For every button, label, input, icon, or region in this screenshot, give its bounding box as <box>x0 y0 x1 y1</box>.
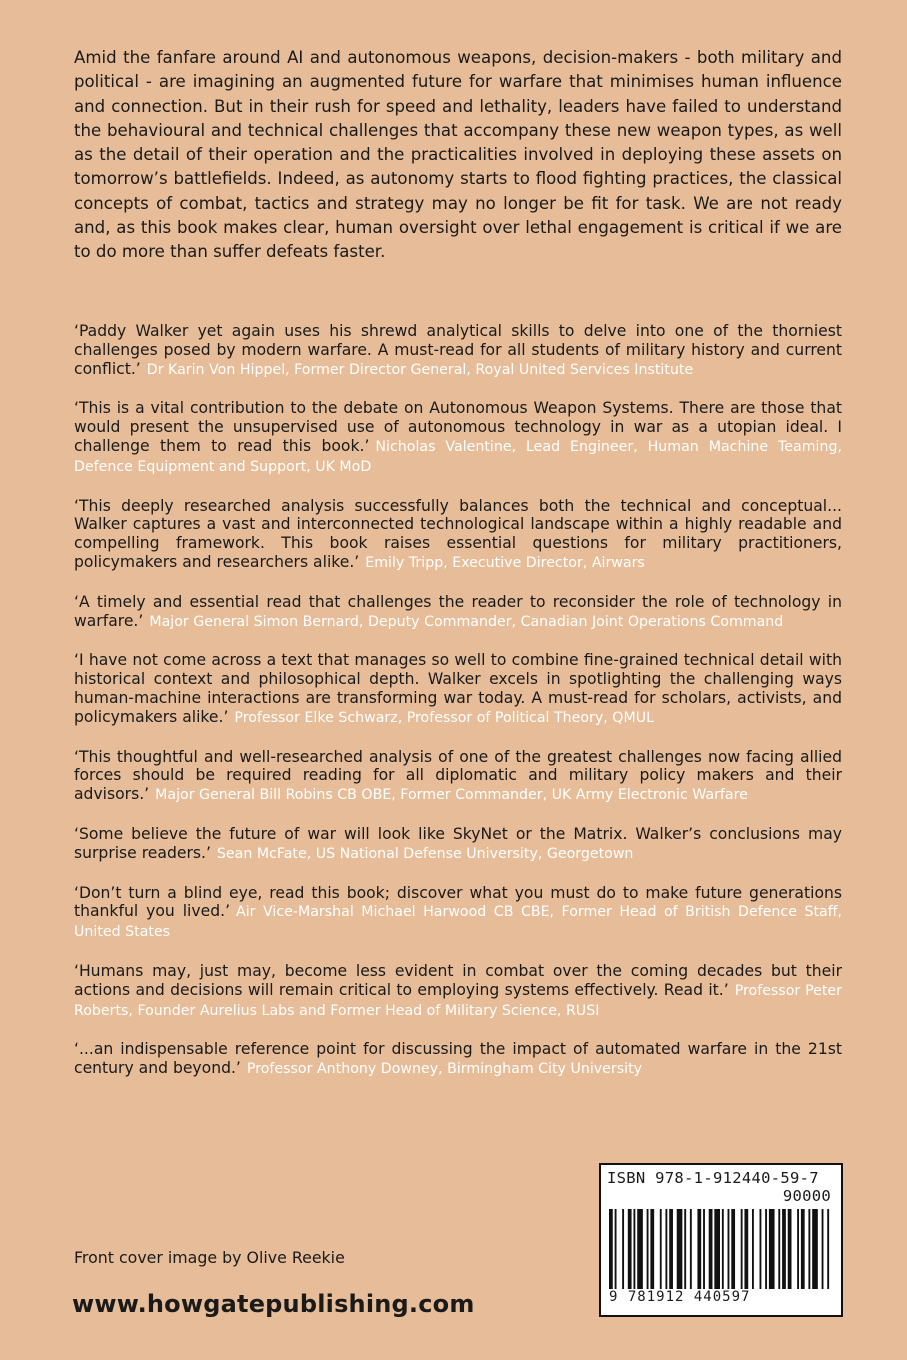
barcode-bar <box>801 1209 805 1289</box>
barcode-bar <box>788 1209 792 1289</box>
barcode-bar <box>744 1209 748 1289</box>
barcode-bar <box>690 1209 692 1289</box>
endorsement-attribution: Sean McFate, US National Defense University, Georgetown <box>216 845 634 862</box>
endorsement-text: ‘Humans may, just may, become less evident in combat over the coming decades but their actions and decisions will remain critical to employing systems effectively. Read it.’ <box>74 961 842 999</box>
barcode-bar <box>615 1209 617 1289</box>
barcode-bar <box>808 1209 810 1289</box>
endorsement-attribution: Emily Tripp, Executive Director, Airwars <box>365 554 645 571</box>
barcode-digits: 9 781912 440597 <box>609 1289 751 1305</box>
endorsement-text: ‘I have not come across a text that manages so well to combine fine-grained technical detail with historical context and philosophical depth. Walker excels in spotlighting the challenging ways human-machine interactions are transforming war today. A must-read for scholars, activists, and policymakers alike.’ <box>74 651 842 726</box>
barcode-bar <box>827 1209 829 1289</box>
barcode-bar <box>633 1209 635 1289</box>
barcode-bar <box>760 1209 762 1289</box>
endorsement-text: ‘A timely and essential read that challenges the reader to reconsider the role of technology in warfare.’ <box>74 592 842 630</box>
publisher-website: www.howgatepublishing.com <box>72 1290 475 1318</box>
barcode-bar <box>647 1209 649 1289</box>
endorsement-attribution: Major General Bill Robins CB OBE, Former Commander, UK Army Electronic Warfare <box>155 787 748 804</box>
endorsement <box>74 399 842 476</box>
cover-image-credit: Front cover image by Olive Reekie <box>74 1248 345 1267</box>
barcode-bar <box>703 1209 705 1289</box>
barcode-bar <box>782 1209 786 1289</box>
endorsement-text: ‘...an indispensable reference point for discussing the impact of automated warfare in the 21st century and beyond.’ <box>74 1040 842 1078</box>
endorsement-attribution: Professor Anthony Downey, Birmingham City University <box>246 1061 643 1078</box>
endorsement-attribution: Professor Elke Schwarz, Professor of Political Theory, QMUL <box>234 709 655 726</box>
endorsement-attribution: Dr Karin Von Hippel, Former Director General, Royal United Services Institute <box>146 361 694 378</box>
barcode-bar <box>684 1209 686 1289</box>
endorsement <box>74 748 842 805</box>
barcode-bar <box>665 1209 667 1289</box>
barcode-bar <box>709 1209 713 1289</box>
endorsement-text: ‘Paddy Walker yet again uses his shrewd analytical skills to delve into one of the thorniest challenges posed by modern warfare. A must-read for all students of military history and current conflict.’ <box>74 322 842 378</box>
barcode-bar <box>752 1209 754 1289</box>
barcode-bar <box>628 1209 632 1289</box>
barcode-bar <box>728 1209 730 1289</box>
barcode-bar <box>677 1209 683 1289</box>
barcode-bars <box>609 1209 831 1289</box>
endorsement <box>74 651 842 727</box>
endorsement-text: ‘This deeply researched analysis successfully balances both the technical and conceptual... Walker captures a vast and interconnected technological landscape within a highly readable and compelling framework. This book raises essential questions for military practitioners, policymakers and researchers alike.’ <box>74 496 842 571</box>
endorsement-attribution: Nicholas Valentine, Lead Engineer, Human Machine Teaming, Defence Equipment and Support, UK MoD <box>74 438 842 475</box>
barcode-bar <box>669 1209 673 1289</box>
endorsement-text: ‘Don’t turn a blind eye, read this book; discover what you must do to make future generations thankful you lived.’ <box>74 883 842 921</box>
barcode-bar <box>797 1209 799 1289</box>
endorsement-text: ‘Some believe the future of war will look like SkyNet or the Matrix. Walker’s conclusions may surprise readers.’ <box>74 824 842 862</box>
endorsement-attribution: Professor Peter Roberts, Founder Aurelius Labs and Former Head of Military Science, RUSI <box>74 982 842 1019</box>
barcode-bar <box>622 1209 624 1289</box>
barcode-bar <box>812 1209 818 1289</box>
back-cover-blurb: Amid the fanfare around AI and autonomous weapons, decision-makers - both military and political - are imagining an augmented future for warfare that minimises human influence and connection. But in their rush for speed and lethality, leaders have failed to understand the behavioural and technical challenges that accompany these new weapon types, as well as the detail of their operation and the practicalities involved in deploying these assets on tomorrow’s battlefields. Indeed, as autonomy starts to flood fighting practices, the classical concepts of combat, tactics and strategy may no longer be fit for task. We are not ready and, as this book makes clear, human oversight over lethal engagement is critical if we are to do more than suffer defeats faster. <box>74 48 842 262</box>
barcode-bar <box>822 1209 824 1289</box>
endorsement-attribution: Major General Simon Bernard, Deputy Commander, Canadian Joint Operations Command <box>149 613 784 630</box>
endorsement <box>74 497 842 573</box>
barcode-bar <box>778 1209 780 1289</box>
endorsement <box>74 1040 842 1079</box>
barcode-bar <box>769 1209 775 1289</box>
endorsement <box>74 322 842 379</box>
barcode-bar <box>741 1209 743 1289</box>
barcode-bar <box>650 1209 654 1289</box>
barcode-bar <box>714 1209 720 1289</box>
barcode-bar <box>697 1209 701 1289</box>
barcode-bar <box>637 1209 643 1289</box>
endorsement <box>74 825 842 864</box>
endorsement-text: ‘This thoughtful and well-researched analysis of one of the greatest challenges now facing allied forces should be required reading for all diplomatic and military policy makers and their advisors.’ <box>74 747 842 804</box>
barcode-bar <box>660 1209 662 1289</box>
barcode-bar <box>722 1209 724 1289</box>
price-code: 90000 <box>782 1187 831 1205</box>
endorsement <box>74 884 842 942</box>
barcode-bar <box>765 1209 767 1289</box>
isbn-barcode <box>599 1163 843 1317</box>
endorsement <box>74 593 842 632</box>
isbn-label: ISBN 978-1-912440-59-7 <box>607 1169 819 1187</box>
barcode-bar <box>609 1209 613 1289</box>
endorsement-attribution: Air Vice-Marshal Michael Harwood CB CBE, Former Head of British Defence Staff, United States <box>74 904 842 941</box>
endorsement-text: ‘This is a vital contribution to the debate on Autonomous Weapon Systems. There are those that would present the unsupervised use of autonomous technology in war as a utopian ideal. I challenge them to read this book.’ <box>74 399 842 455</box>
endorsement <box>74 962 842 1020</box>
endorsements <box>74 322 842 1099</box>
barcode-bar <box>731 1209 735 1289</box>
